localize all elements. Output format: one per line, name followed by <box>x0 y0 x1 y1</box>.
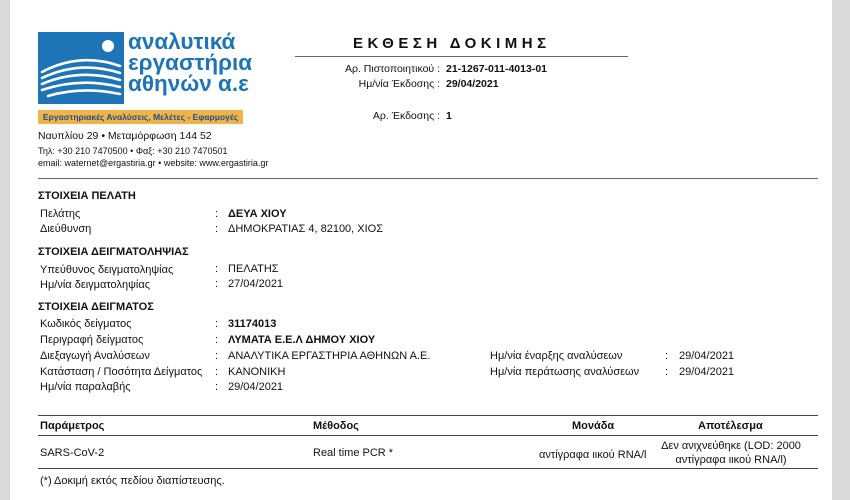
analysis-end-label: Ημ/νία περάτωσης αναλύσεων <box>490 366 640 378</box>
company-tagline: Εργαστηριακές Αναλύσεις, Μελέτες - Εφαρμογές <box>38 110 243 124</box>
colon: : <box>665 366 669 378</box>
results-header-border <box>38 435 818 436</box>
results-bottom-border <box>38 468 818 469</box>
col-parameter-header: Παράμετρος <box>40 420 105 432</box>
colon: : <box>215 381 219 393</box>
analysis-lab-label: Διεξαγωγή Αναλύσεων <box>40 350 150 362</box>
colon: : <box>215 318 219 330</box>
company-name-line-3: αθηνών α.ε <box>128 71 249 96</box>
cert-value: 21-1267-011-4013-01 <box>446 63 548 75</box>
sampling-date-label: Ημ/νία δειγματοληψίας <box>40 279 151 291</box>
colon: : <box>215 366 219 378</box>
cert-label: Αρ. Πιστοποιητικού : <box>344 63 440 75</box>
col-result-header: Αποτέλεσμα <box>698 420 763 432</box>
sample-description-label: Περιγραφή δείγματος <box>40 334 144 346</box>
logo-waves-icon <box>38 32 124 104</box>
colon: : <box>215 350 219 362</box>
sample-description-value: ΛΥΜΑΤΑ Ε.Ε.Λ ΔΗΜΟΥ ΧΙΟΥ <box>228 334 376 346</box>
issue-date-value: 29/04/2021 <box>446 78 499 90</box>
result-method: Real time PCR * <box>313 447 394 459</box>
sampling-date-value: 27/04/2021 <box>228 278 284 290</box>
sample-code-value: 31174013 <box>228 318 277 330</box>
analysis-start-label: Ημ/νία έναρξης αναλύσεων <box>490 350 623 362</box>
result-value-line-2: αντίγραφα ιικού RNA/l) <box>675 454 787 466</box>
colon: : <box>215 278 219 290</box>
col-unit-header: Μονάδα <box>572 420 615 432</box>
colon: : <box>215 208 219 220</box>
title-underline <box>295 56 628 57</box>
result-parameter: SARS-CoV-2 <box>40 447 105 459</box>
sampler-label: Υπεύθυνος δειγματοληψίας <box>40 264 174 276</box>
result-value-line-1: Δεν ανιχνεύθηκε (LOD: 2000 <box>661 440 801 452</box>
receipt-date-value: 29/04/2021 <box>228 381 284 393</box>
analysis-end-value: 29/04/2021 <box>679 366 735 378</box>
address-value: ΔΗΜΟΚΡΑΤΙΑΣ 4, 82100, ΧΙΟΣ <box>228 223 384 235</box>
company-phones: Τηλ: +30 210 7470500 • Φαξ: +30 210 7470501 <box>38 146 228 156</box>
sample-condition-label: Κατάσταση / Ποσότητα Δείγματος <box>40 366 203 378</box>
results-top-border <box>38 415 818 416</box>
company-logo <box>38 32 124 104</box>
client-heading: ΣΤΟΙΧΕΙΑ ΠΕΛΑΤΗ <box>38 190 136 202</box>
colon: : <box>215 334 219 346</box>
issue-number-value: 1 <box>446 110 452 122</box>
sample-heading: ΣΤΟΙΧΕΙΑ ΔΕΙΓΜΑΤΟΣ <box>38 301 154 313</box>
footnote: (*) Δοκιμή εκτός πεδίου διαπίστευσης. <box>40 475 225 487</box>
result-unit: αντίγραφα ιικού RNA/l <box>539 449 647 461</box>
analysis-lab-value: ΑΝΑΛΥΤΙΚΑ ΕΡΓΑΣΤΗΡΙΑ ΑΘΗΝΩΝ Α.Ε. <box>228 350 431 362</box>
colon: : <box>215 223 219 235</box>
company-contact: email: waternet@ergastiria.gr • website: www.ergastiria.gr <box>38 158 269 168</box>
analysis-start-value: 29/04/2021 <box>679 350 735 362</box>
company-address: Ναυπλίου 29 • Μεταμόρφωση 144 52 <box>38 130 212 142</box>
sampler-value: ΠΕΛΑΤΗΣ <box>228 263 279 275</box>
client-label: Πελάτης <box>40 208 81 220</box>
issue-date-label: Ημ/νία Έκδοσης : <box>358 78 440 90</box>
header-divider <box>38 178 818 179</box>
client-value: ΔΕΥΑ ΧΙΟΥ <box>228 208 287 220</box>
company-name-line-1: αναλυτικά <box>128 29 236 54</box>
address-label: Διεύθυνση <box>40 223 92 235</box>
company-name <box>128 31 252 94</box>
issue-number-label: Αρ. Έκδοσης : <box>372 110 440 122</box>
sample-code-label: Κωδικός δείγματος <box>40 318 132 330</box>
company-name-line-2: εργαστήρια <box>128 50 253 75</box>
report-title: ΕΚΘΕΣΗ ΔΟΚΙΜΗΣ <box>353 35 551 52</box>
col-method-header: Μέθοδος <box>313 420 359 432</box>
colon: : <box>665 350 669 362</box>
report-page <box>10 0 832 500</box>
sampling-heading: ΣΤΟΙΧΕΙΑ ΔΕΙΓΜΑΤΟΛΗΨΙΑΣ <box>38 246 189 258</box>
colon: : <box>215 263 219 275</box>
sample-condition-value: ΚΑΝΟΝΙΚΗ <box>228 366 286 378</box>
receipt-date-label: Ημ/νία παραλαβής <box>40 381 131 393</box>
